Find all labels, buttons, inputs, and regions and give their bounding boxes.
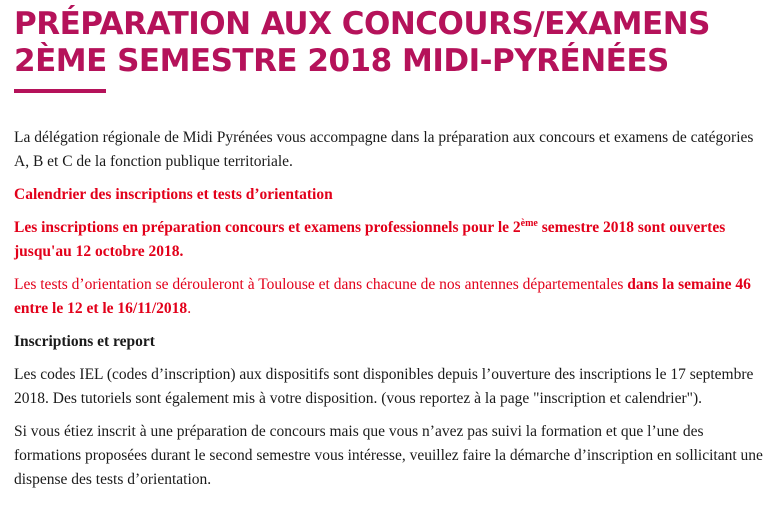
registration-text-start: Les inscriptions en préparation concours et examens professionnels pour le 2	[14, 219, 521, 236]
report-heading: Inscriptions et report	[14, 333, 155, 350]
registration-superscript: ème	[520, 218, 538, 229]
tests-end: .	[187, 300, 192, 317]
codes-paragraph: Les codes IEL (codes d’inscription) aux dispositifs sont disponibles depuis l’ouverture des inscriptions le 17 septembre 2018. Des tutoriels sont également mis à votre disposition. (vous reportez à la page "inscription et calendrier").	[14, 366, 754, 407]
tests-text: Les tests d’orientation se dérouleront à Toulouse et dans chacune de nos antennes départementales	[14, 276, 628, 293]
article-body	[14, 126, 766, 501]
calendar-heading: Calendrier des inscriptions et tests d’orientation	[14, 186, 333, 203]
dispense-paragraph: Si vous étiez inscrit à une préparation de concours mais que vous n’avez pas suivi la formation et que l’une des formations proposées durant le second semestre vous intéresse, veuillez faire la démarche d’inscription en sollicitant une dispense des tests d’orientation.	[14, 423, 763, 488]
intro-paragraph: La délégation régionale de Midi Pyrénées vous accompagne dans la préparation aux concours et examens de catégories A, B et C de la fonction publique territoriale.	[14, 129, 754, 170]
registration-text-end: semestre 2018 sont ouvertes jusqu'au 12 octobre 2018.	[14, 219, 726, 260]
tests-date: dans la semaine 46 entre le 12 et le 16/11/2018	[14, 276, 751, 317]
registration-paragraph	[14, 216, 766, 264]
title-underline	[14, 89, 106, 93]
tests-paragraph	[14, 273, 766, 321]
page-title: PRÉPARATION AUX CONCOURS/EXAMENS 2ÈME SEMESTRE 2018 MIDI-PYRÉNÉES	[14, 6, 710, 79]
